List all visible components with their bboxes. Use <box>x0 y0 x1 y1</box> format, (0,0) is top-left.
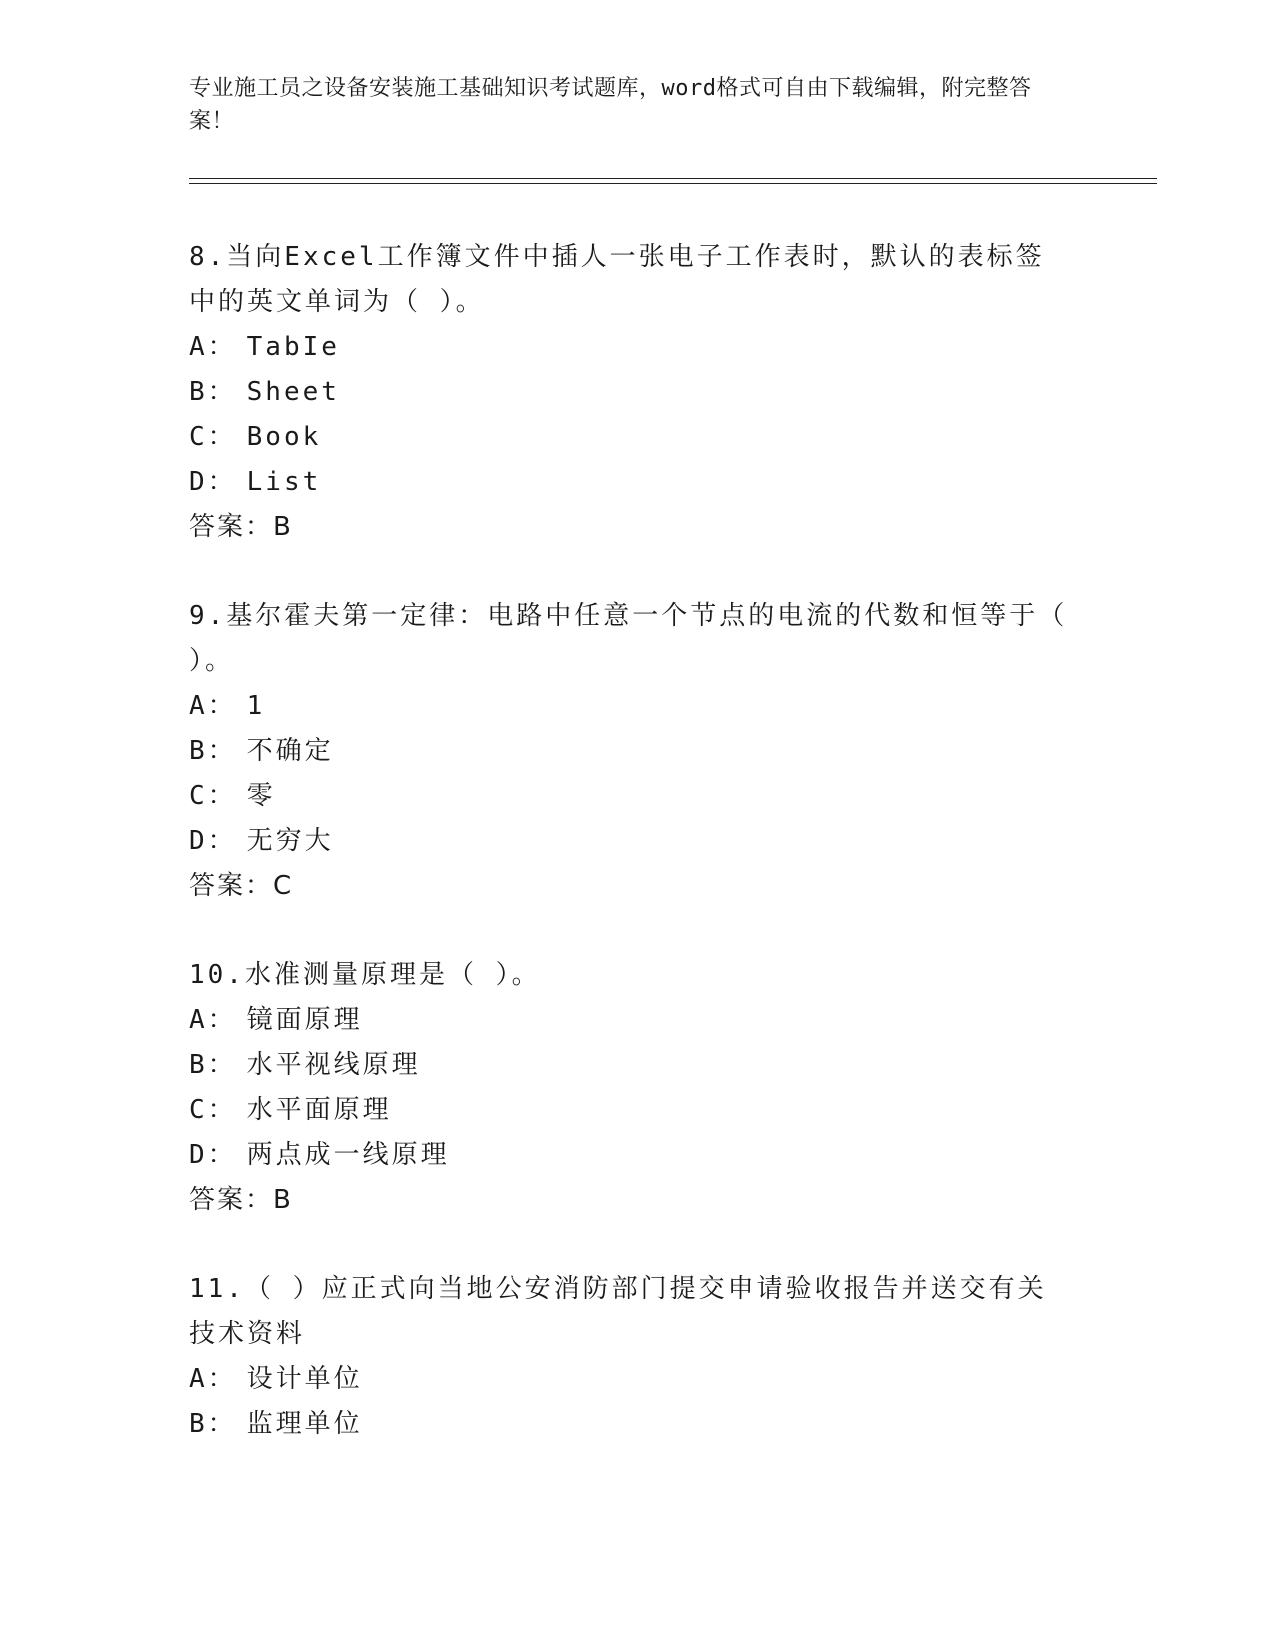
option-value: 不确定 <box>246 736 334 766</box>
option-value: 1 <box>246 691 266 721</box>
option-value: 水平面原理 <box>246 1095 392 1125</box>
option-value: 水平视线原理 <box>246 1050 421 1080</box>
option-b <box>189 729 1069 774</box>
option-d <box>189 819 1069 864</box>
option-b <box>189 1043 1069 1088</box>
answer-line: 答案：C <box>189 871 294 901</box>
option-label: B： <box>189 736 237 766</box>
question-list <box>189 235 1069 1491</box>
option-c <box>189 1088 1069 1133</box>
question-text: 11.（ ）应正式向当地公安消防部门提交申请验收报告并送交有关技术资料 <box>189 1274 1047 1349</box>
option-label: C： <box>189 422 237 452</box>
option-value: Sheet <box>246 377 340 407</box>
header-divider-top <box>189 178 1157 179</box>
option-value: List <box>246 467 322 497</box>
option-value: 监理单位 <box>246 1409 363 1439</box>
option-d <box>189 1133 1069 1178</box>
option-label: A： <box>189 1005 237 1035</box>
header-divider-bottom <box>189 183 1157 184</box>
option-label: B： <box>189 1050 237 1080</box>
option-value: TabIe <box>246 332 340 362</box>
option-a <box>189 325 1069 370</box>
question-text: 9.基尔霍夫第一定律：电路中任意一个节点的电流的代数和恒等于（ ）。 <box>189 601 1068 676</box>
option-label: D： <box>189 1140 237 1170</box>
option-d <box>189 460 1069 505</box>
option-b <box>189 370 1069 415</box>
option-value: 镜面原理 <box>246 1005 363 1035</box>
option-value: 两点成一线原理 <box>246 1140 450 1170</box>
option-a <box>189 684 1069 729</box>
option-value: 无穷大 <box>246 826 334 856</box>
option-c <box>189 415 1069 460</box>
question-item <box>189 953 1069 1223</box>
question-item <box>189 594 1069 909</box>
option-label: A： <box>189 332 237 362</box>
option-label: A： <box>189 1364 237 1394</box>
option-label: A： <box>189 691 237 721</box>
question-text: 10.水准测量原理是（ ）。 <box>189 960 541 990</box>
option-label: B： <box>189 377 237 407</box>
option-label: D： <box>189 826 237 856</box>
option-value: 零 <box>246 781 276 811</box>
option-c <box>189 774 1069 819</box>
option-b <box>189 1402 1069 1447</box>
option-value: Book <box>246 422 322 452</box>
option-a <box>189 1357 1069 1402</box>
option-a <box>189 998 1069 1043</box>
question-item <box>189 235 1069 550</box>
option-value: 设计单位 <box>246 1364 363 1394</box>
question-text: 8.当向Excel工作簿文件中插人一张电子工作表时，默认的表标签中的英文单词为（ ）。 <box>189 242 1045 317</box>
question-item <box>189 1267 1069 1447</box>
answer-line: 答案：B <box>189 1185 293 1215</box>
option-label: C： <box>189 1095 237 1125</box>
document-header: 专业施工员之设备安装施工基础知识考试题库，word格式可自由下载编辑，附完整答案！ <box>189 76 1032 134</box>
option-label: C： <box>189 781 237 811</box>
option-label: D： <box>189 467 237 497</box>
answer-line: 答案：B <box>189 512 293 542</box>
option-label: B： <box>189 1409 237 1439</box>
